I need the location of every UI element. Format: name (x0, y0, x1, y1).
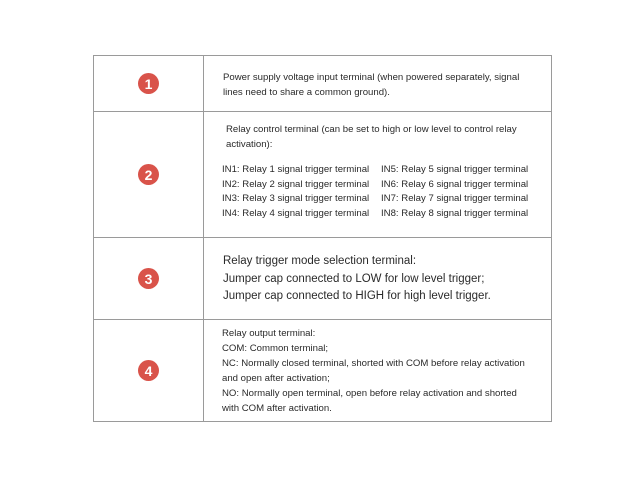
input-item-in1: IN1: Relay 1 signal trigger terminal (222, 164, 370, 175)
description-cell (204, 112, 552, 237)
description-line: COM: Common terminal; (222, 343, 329, 354)
number-badge-1: 1 (138, 73, 159, 94)
relay-control-description (226, 122, 541, 152)
input-item-in5: IN5: Relay 5 signal trigger terminal (381, 164, 529, 175)
description-line: Relay trigger mode selection terminal: (223, 255, 417, 267)
description-line: with COM after activation. (222, 403, 332, 414)
description-line: Jumper cap connected to HIGH for high level trigger. (223, 290, 491, 302)
number-cell (94, 320, 204, 421)
number-badge-4: 4 (138, 360, 159, 381)
relay-input-list (222, 163, 528, 221)
description-cell (204, 56, 552, 111)
input-item-in4: IN4: Relay 4 signal trigger terminal (222, 207, 370, 219)
input-item-in3: IN3: Relay 3 signal trigger terminal (222, 193, 370, 204)
number-badge-2: 2 (138, 164, 159, 185)
trigger-mode-description (223, 253, 543, 306)
description-line: Relay control terminal (can be set to high or low level to control relay (226, 124, 517, 135)
power-supply-description (223, 70, 541, 100)
input-item-in2: IN2: Relay 2 signal trigger terminal (222, 178, 370, 190)
description-cell (204, 238, 552, 319)
description-line: NO: Normally open terminal, open before relay activation and shorted (222, 388, 517, 399)
description-line: Power supply voltage input terminal (when powered separately, signal (223, 72, 520, 83)
description-cell (204, 320, 552, 421)
number-badge-3: 3 (138, 268, 159, 289)
input-item-in8: IN8: Relay 8 signal trigger terminal (381, 207, 529, 219)
relay-output-description (222, 326, 543, 416)
input-item-in7: IN7: Relay 7 signal trigger terminal (381, 193, 529, 204)
input-item-in6: IN6: Relay 6 signal trigger terminal (381, 178, 529, 190)
number-cell (94, 112, 204, 237)
description-line: Relay output terminal: (222, 328, 316, 339)
number-cell (94, 238, 204, 319)
number-cell (94, 56, 204, 111)
description-line: lines need to share a common ground). (223, 87, 390, 98)
table-row-4 (94, 320, 552, 422)
description-line: activation): (226, 139, 273, 150)
description-line: NC: Normally closed terminal, shorted with COM before relay activation (222, 358, 525, 369)
description-line: and open after activation; (222, 373, 330, 384)
table-row-2 (94, 112, 552, 238)
description-line: Jumper cap connected to LOW for low level trigger; (223, 272, 485, 285)
table-row-3 (94, 238, 552, 320)
terminal-description-table (93, 55, 552, 422)
table-row-1 (94, 56, 552, 112)
